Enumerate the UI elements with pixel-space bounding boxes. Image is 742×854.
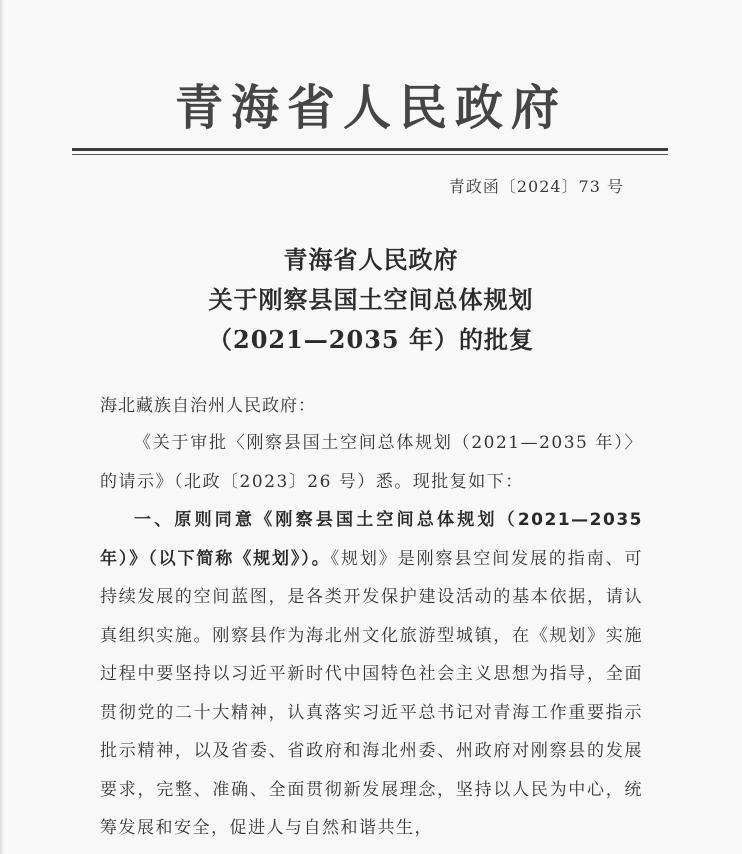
body-text [100, 424, 643, 848]
issuer-masthead: 青海省人民政府 [174, 80, 567, 136]
masthead-rule-thin [72, 154, 668, 155]
masthead-rule-thick [72, 148, 668, 151]
paragraph-2-heading: 一、原则同意《刚察县国土空间总体规划（2021—2035年）》（以下简称《规划》）。 [100, 510, 643, 569]
paragraph-1: 《关于审批〈刚察县国土空间总体规划（2021—2035 年）〉的请示》（北政〔2023〕26 号）悉。现批复如下： [100, 433, 643, 492]
title-line-3: （2021—2035 年）的批复 [208, 325, 534, 354]
paragraph-2-body: 《规划》是刚察县空间发展的指南、可持续发展的空间蓝图，是各类开发保护建设活动的基本依据，请认真组织实施。刚察县作为海北州文化旅游型城镇，在《规划》实施过程中要坚持以习近平新时代中国特色社会主义思想为指导，全面贯彻党的二十大精神，认真落实习近平总书记对青海工作重要指示批示精神，以及省委、省政府和海北州委、州政府对刚察县的发展要求，完整、准确、全面贯彻新发展理念，坚持以人民为中心，统筹发展和安全，促进人与自然和谐共生， [100, 548, 644, 838]
recipient-line: 海北藏族自治州人民政府： [100, 396, 316, 416]
title-line-1: 青海省人民政府 [283, 245, 459, 274]
title-line-2: 关于刚察县国土空间总体规划 [208, 285, 534, 314]
paragraph-2 [100, 501, 643, 848]
document-number: 青政函〔2024〕73 号 [448, 177, 624, 196]
document-title [0, 240, 742, 360]
